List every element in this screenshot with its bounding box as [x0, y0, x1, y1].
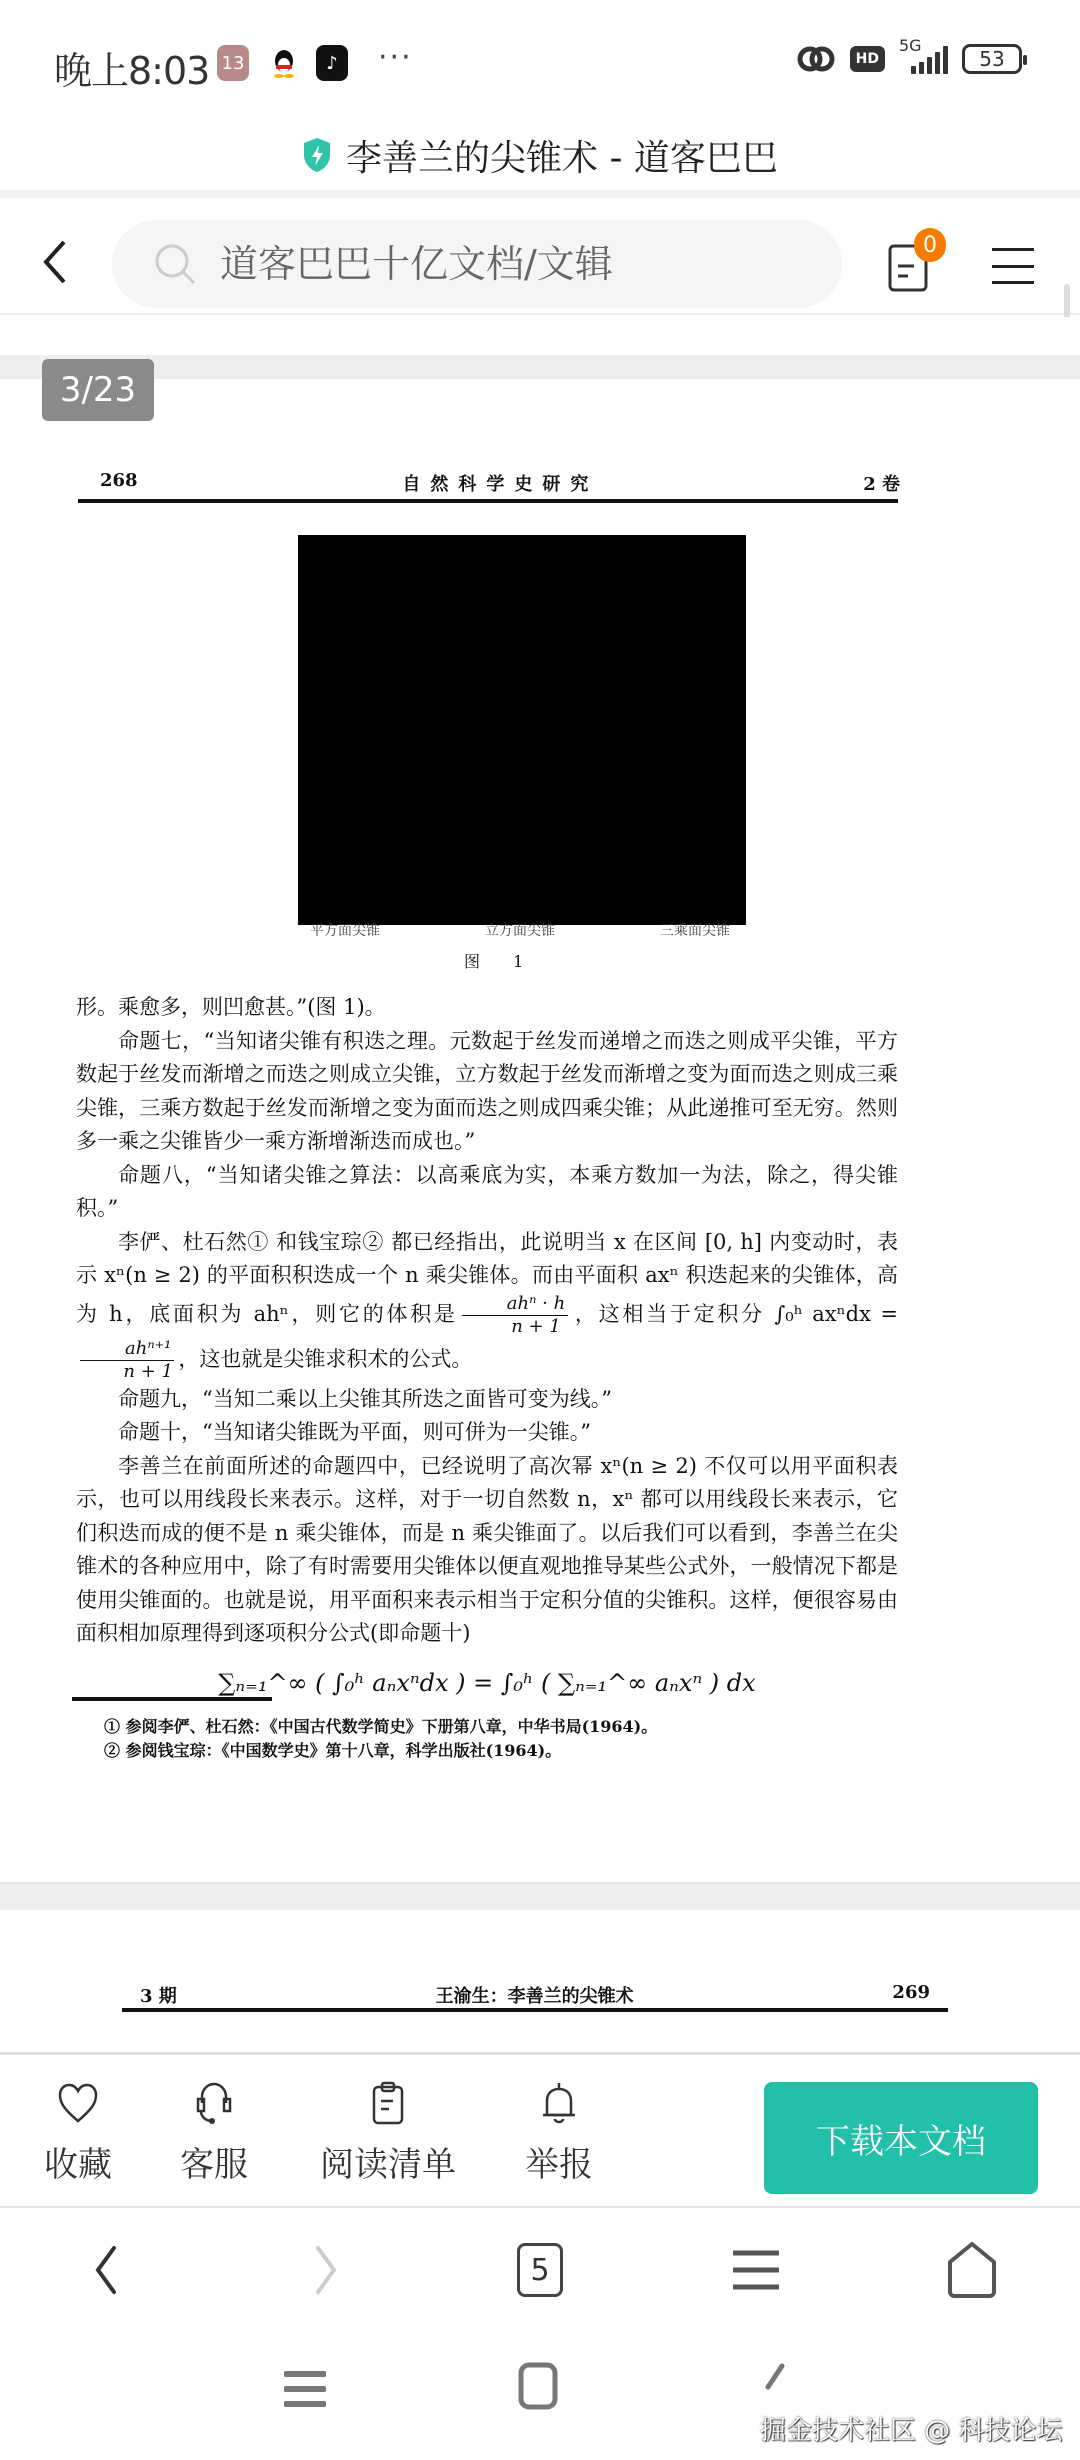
bell-icon [535, 2079, 583, 2127]
browser-nav-bar [0, 2210, 1080, 2330]
header-rule [122, 2008, 948, 2012]
battery-icon: 53 [962, 44, 1022, 74]
reading-list-badge: 0 [914, 228, 946, 262]
home-system-icon[interactable] [518, 2362, 558, 2412]
paragraph: 命题八，“当知诸尖锥之算法：以高乘底为实，本乘方数加一为法，除之，得尖锥积。” [76, 1162, 898, 1220]
paragraph: 命题七，“当知诸尖锥有积迭之理。元数起于丝发而递增之而迭之则成平尖锥，平方数起于丝发而渐增之而迭之则成立尖锥，立方数起于丝发而渐增之变为面而迭之则成三乘尖锥，三乘方数起于丝发而渐增之变为面而迭之则成四乘尖锥；从此递推可至无穷。然则多一乘之尖锥皆少一乘方渐增渐迭而成也。” [76, 1028, 898, 1153]
calendar-notification-icon: 13 [217, 45, 249, 81]
search-box[interactable] [112, 220, 842, 308]
browser-menu-button[interactable] [726, 2240, 786, 2300]
menu-icon [731, 2245, 781, 2295]
signal-icon: 5G [899, 44, 948, 74]
status-time: 晚上8:03 [54, 49, 210, 93]
document-reader[interactable] [0, 317, 1080, 2052]
tabs-button[interactable] [510, 2240, 570, 2300]
chevron-left-icon [86, 2240, 126, 2300]
back-system-icon[interactable] [760, 2362, 790, 2412]
page-indicator: 3/23 [42, 359, 154, 421]
link-icon [796, 44, 836, 74]
page-title-bar [0, 120, 1080, 190]
chevron-left-icon [34, 232, 74, 292]
paragraph: 形。乘愈多，则凹愈甚。”(图 1)。 [76, 995, 386, 1019]
running-head: 3 期 王渝生：李善兰的尖锥术 269 [140, 1982, 930, 2007]
nav-forward-button[interactable] [296, 2240, 356, 2300]
favorite-button[interactable]: 收藏 [44, 2079, 112, 2186]
figure-caption: 图 1 [464, 952, 538, 971]
fraction: $\frac{\text{ahⁿ⁺¹}}{n + 1}$ [80, 1338, 174, 1383]
body-text [76, 991, 898, 1700]
footnotes [104, 1715, 657, 1763]
figure-image [298, 535, 746, 925]
chevron-right-icon [306, 2240, 346, 2300]
paragraph: 李善兰在前面所述的命题四中，已经说明了高次幂 xⁿ(n ≥ 2) 不仅可以用平面积表示，也可以用线段长来表示。这样，对于一切自然数 n，xⁿ 都可以用线段长来表示，它们积迭而成的便不是 n 乘尖锥体，而是 n 乘尖锥面了。以后我们可以看到，李善兰在尖锥术的各种应用中，除了有时需要用尖锥体以便直观地推导某些公式外，一般情况下都是使用尖锥面的。也就是说，用平面积来表示相当于定积分值的尖锥积。这样，便很容易由面积相加原理得到逐项积分公式(即命题十) [76, 1453, 898, 1645]
system-nav-bar [0, 2340, 1080, 2460]
header-rule [78, 499, 898, 503]
figure-labels: 平方面尖锥 立方面尖锥 三乘面尖锥 [310, 923, 730, 939]
nav-back-button[interactable] [76, 2240, 136, 2300]
search-input[interactable] [220, 242, 780, 286]
page-gap [0, 1882, 1080, 1910]
paragraph: 命题十，“当知诸尖锥既为平面，则可併为一尖锥。” [118, 1420, 591, 1444]
headset-icon [190, 2079, 238, 2127]
customer-service-button[interactable]: 客服 [180, 2079, 248, 2186]
hd-badge: HD [850, 46, 885, 72]
shield-icon [302, 137, 332, 173]
home-button[interactable] [942, 2240, 1002, 2300]
home-icon [944, 2240, 1000, 2300]
action-bar [0, 2052, 1080, 2208]
fraction: $\frac{\text{ahⁿ · h}}{n + 1}$ [462, 1293, 568, 1338]
report-button[interactable]: 举报 [525, 2079, 593, 2186]
browser-header [0, 190, 1080, 315]
tiktok-icon: ♪ [316, 45, 348, 81]
page-gap [0, 355, 1080, 379]
recent-apps-icon[interactable] [284, 2368, 326, 2410]
menu-button[interactable] [992, 248, 1034, 284]
back-button[interactable] [34, 232, 74, 292]
more-notifications-icon: ··· [378, 40, 413, 75]
page-title: 李善兰的尖锥术 - 道客巴巴 [346, 137, 778, 179]
download-document-button[interactable]: 下载本文档 [764, 2082, 1038, 2194]
status-bar [0, 0, 1080, 120]
tab-count: 5 [517, 2243, 563, 2297]
paragraph: 命题九，“当知二乘以上尖锥其所迭之面皆可变为线。” [118, 1386, 612, 1411]
footnote: ② 参阅钱宝琮：《中国数学史》第十八章，科学出版社(1964)。 [104, 1741, 562, 1760]
paragraph: 李俨、杜石然① 和钱宝琮② 都已经指出，此说明当 x 在区间 [0, h] 内变动时，表示 xⁿ(n ≥ 2) 的平面积积迭成一个 n 乘尖锥体。而由平面积 axⁿ 积迭起来的尖锥体，高为 h，底面积为 ahⁿ，则它的体积是 $\frac{\text{ahⁿ · h}}{n + 1}$ ，这相当于定积分 ∫₀ʰ axⁿdx = $\frac{\text{ahⁿ⁺¹}}{n + 1}$ ，这也就是尖锥求积术的公式。 [76, 1229, 898, 1382]
clipboard-icon [364, 2079, 412, 2127]
footnote: ① 参阅李俨、杜石然：《中国古代数学简史》下册第八章，中华书局(1964)。 [104, 1717, 658, 1736]
watermark: 掘金技术社区 @ 科技论坛 [760, 2416, 1063, 2446]
qq-icon [268, 45, 300, 81]
footnote-rule [72, 1697, 272, 1701]
search-icon [152, 241, 198, 287]
heart-icon [54, 2079, 102, 2127]
running-head: 268 自然科学史研究 2 卷 [100, 470, 900, 495]
formula: ∑ₙ₌₁^∞ ( ∫₀ʰ aₙxⁿdx ) = ∫₀ʰ ( ∑ₙ₌₁^∞ aₙxⁿ ) dx [218, 1668, 756, 1697]
reading-list-action-button[interactable]: 阅读清单 [320, 2079, 456, 2186]
